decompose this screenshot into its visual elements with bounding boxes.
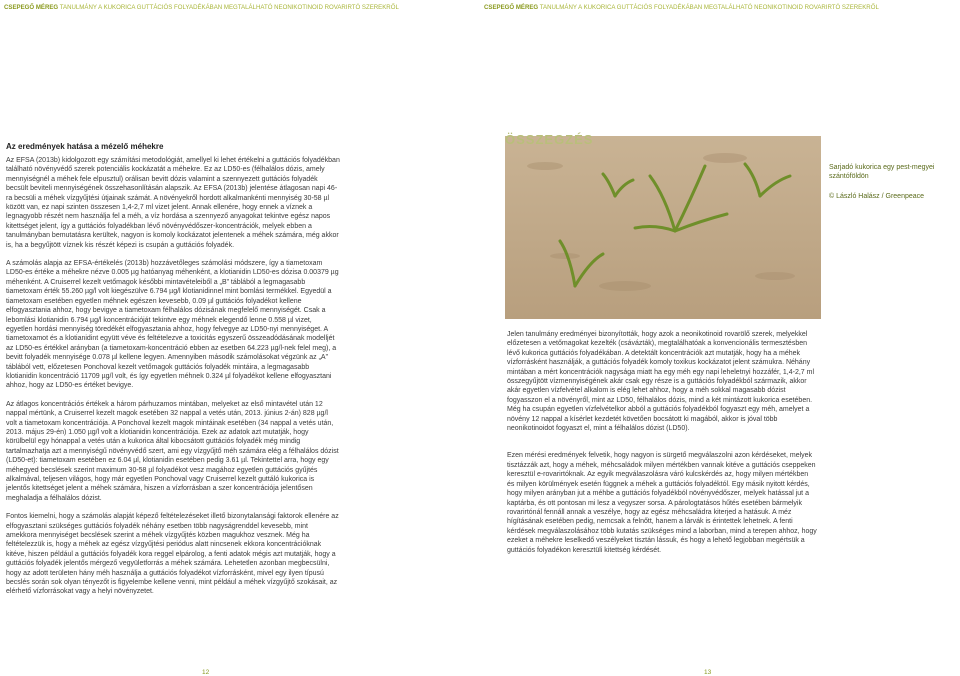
page-number-left: 12	[202, 669, 210, 676]
page-number-right: 13	[704, 669, 712, 676]
running-head-text: TANULMÁNY A KUKORICA GUTTÁCIÓS FOLYADÉKÁBAN MEGTALÁLHATÓ NEONIKOTINOID ROVARIRTÓ SZEREKRŐL	[539, 4, 879, 11]
running-head-strong: CSEPEGŐ MÉREG	[484, 4, 539, 11]
running-head-strong: CSEPEGŐ MÉREG	[4, 4, 59, 11]
running-head-text: TANULMÁNY A KUKORICA GUTTÁCIÓS FOLYADÉKÁBAN MEGTALÁLHATÓ NEONIKOTINOID ROVARIRTÓ SZEREKRŐL	[59, 4, 399, 11]
section-heading: Az eredmények hatása a mézelő méhekre	[6, 142, 164, 151]
caption-text: Sarjadó kukorica egy pest-megyei szántóföldön	[829, 164, 935, 181]
paragraph: Az átlagos koncentrációs értékek a három párhuzamos mintában, melyeket az első mintavétel után 12 nappal mértünk, a Cruiserrel kezelt magok esetében 32 nappal a vetés után, 2013. június 2-án) 828 µg/l volt a tiametoxam koncentrációja. A Ponchoval kezelt magok mintáinak esetében (34 nappal a vetés után, 2013. május 29-én) 1.050 µg/l volt a klotianidin koncentrációja. Ezek az adatok azt mutatják, hogy körülbelül egy hónappal a vetés után a kukorica által kibocsátott guttációs folyadék még mindig tartalmazhatja azt a mennyiségű növényvédő szert, ami egy vízgyűjtő méh számára elég a félhalálos dózist (LD50-et): tiametoxam esetében ez 6.04 µl, klotianidin esetében pedig 3.61 µl. Tekintettel arra, hogy egy méhegyed becslések szerint maximum 30-58 µl folyadékot vesz magához egyetlen guttációs gyűjtés alkalmával, teljesen világos, hogy már egyetlen Ponchoval vagy Cruiserrel kezelt guttáló kukorica is jelentős kitettséget jelent a méhek számára, hiszen a vízforrásban a szer koncentrációja jelentősen meghaladja a félhalálos dózist.	[6, 400, 339, 502]
corn-seedling-photo	[505, 136, 821, 319]
paragraph: Fontos kiemelni, hogy a számolás alapját képező feltételezéseket illető bizonytalansági faktorok ellenére az elfogyasztani szükséges guttációs folyadék néhány esetben több nagyságrenddel kevesebb, mint amekkora mennyiséget becslések szerint a méhek vízgyűjtés közben magukhoz vesznek. Még ha feltételezzük is, hogy a méhek az egész vízgyűjtési periódus alatt nincsenek ekkora koncentrációknak kitéve, hiszen például a guttációs folyadék kora reggel elpárolog, a fenti adatok mégis azt mutatják, hogy a guttációs folyadék jelentős mérgező vegyületforrás a méhek számára. Lehetetlen azonban megbecsülni, hogy az adott területen hány méh használja a guttációs folyadékot vízforrásként, mivel egy ilyen típusú becslés során sok olyan tényezőt is figyelembe kellene venni, mint például a méhek vízgyűjtő szokásait, az elérhető vízforrásokat vagy a helyi növényzetet.	[6, 513, 339, 596]
photo-caption	[829, 163, 949, 211]
right-page-body	[507, 330, 817, 555]
summary-title: ÖSSZEGZÉS	[505, 132, 594, 147]
paragraph: Az EFSA (2013b) kidolgozott egy számítási metodológiát, amellyel ki lehet értékelni a guttációs folyadékban található növényvédő szerek potenciális kockázatát a méhekre. Ez az LD50-es (félhalálos dózis, amely mennyiségnél a méhek fele elpusztul) orálisan bevitt dózis valamint a szennyezett guttációs folyadék becsült beviteli mennyiségének összehasonlításán alapszik. Az EFSA (2013b) jelentése átlagosan napi 46-ra becsüli a méhek vízgyűjtési útjainak számát. A növényekről hordott alkalmankénti mennyiség 30-58 µl között van, ez napi szinten összesen 1,4-2,7 ml vizet jelent. Annak ellenére, hogy ennek a víznek a legnagyobb részét nem használja fel a méh, a víz hordása a szennyező anyagokat tekintve egész napos kitettséget jelent, így a guttációs folyadékban lévő növényvédőszer-koncentrációk, melyek ebben a tanulmányban bemutatásra kerültek, nagyon is komoly kockázatot jelentenek a méhek számára, még akkor is, ha a begyűjtött víznek kis részét képezi is csupán a guttációs folyadék.	[6, 157, 340, 249]
photo-credit: © László Halász / Greenpeace	[829, 192, 925, 200]
running-head-left	[4, 2, 474, 14]
paragraph: Jelen tanulmány eredményei bizonyították, hogy azok a neonikotinoid rovarölő szerek, melyekkel előzetesen a vetőmagokat kezelték (csávázták), megtalálhatóak a konvencionális termesztésben lévő kukorica guttációs folyadékában. A detektált koncentrációk azt mutatják, hogy ha a méhek vízforrásként használják, a guttációs folyadék komoly toxikus kockázatot jelent számukra. Néhány mintában a mért koncentrációk nagysága miatt ha egy méh egy napi leheletnyi hozzáfér, 1,4-2,7 ml összegyűjtött vízmennyiségének akár csak egy része is a guttációs folyadékból származik, akkor akár egyetlen vízfelvétel alkalom is elég lehet ahhoz, hogy a méh sokkal magasabb dózist fogyasszon el a növényről, mint az LD50, félhalálos dózis, mind a két mintázott kukorica esetében. Még ha csupán egyetlen vízfelvételkor abból a guttációs folyadékból fogyaszt egy méh, amelyet a növény 12 nappal a kísérlet kezdetét követően bocsátott ki magából, akkor is jóval több neonikotinoidot fogyaszt el, mint a félhalálos dózist (LD50).	[507, 331, 815, 433]
paragraph: A számolás alapja az EFSA-értékelés (2013b) hozzávetőleges számolási módszere, így a tiametoxam LD50-es értéke a méhekre nézve 0.005 µg hatóanyag méhenként, a klotianidin LD50-es dózisa 0.00379 µg méhenként. A Cruiserrel kezelt vetőmagok későbbi mintavételeiből a „B” táblából a legmagasabb tiametoxam érték 55.260 µg/l volt kiegészülve 6.794 µg/l klotianidinnel mint bomlási termékkel. Egyedül a tiametoxam esetében egyetlen méhnek egészen kevesebb, 0.09 µl guttációs folyadékot kellene elfogyasztania ahhoz, hogy bevigye a tiametoxam félhalálos dózisának megfelelő mennyiségét. Csak a lebomlási klotianidin 6.794 µg/l koncentrációját tekintve egy méhnek elegendő lenne 0.558 µl vizet, egyetlen hordási mennyiség töredékét elfogyasztania ahhoz, hogy felvegye az LD50-nyi mennyiséget. A tiametoxamot és a klotianidint együtt véve és feltételezve a toxicitás egyszerű összeadódásának modelljét az LD50-es értékkel arányban (a tiametoxam-koncentráció ebben az esetben 64.223 µg/l-nek felel meg), a bevitt folyadék mennyisége 0.078 µl kellene legyen. Amennyiben második számolásokat végzünk az „A” táblából vett, előzetesen Ponchoval kezelt vetőmagok guttációs folyadék mintáira, a legmagasabb klotianidin koncentráció 11709 µg/l volt, és így egyetlen méhnek 0.324 µl folyadékot kellene elfogyasztani ahhoz, hogy az LD50-es értéket bevigye.	[6, 260, 339, 390]
paragraph: Ezen mérési eredmények felvetik, hogy nagyon is sürgető megválaszolni azon kérdéseket, melyek tisztázzák azt, hogy a méhek, méhcsaládok milyen mértékben vannak kitéve a guttációs cseppeken keresztül e-rovarirtóknak. Az egyik megválaszolásra váró kulcskérdés az, hogy milyen mértékben és milyen körülmények esetén függnek a méhek a guttációs folyadéktól. Egy másik nyitott kérdés, hogy milyen arányban jut a méhbe a guttációs folyadékból növényvédőszer, melyek hatással jut a kaptárba, és ott pontosan mi lesz a vegyszer sorsa. A párologtatásos hűtés esetében bármelyik rovarirtónál fennáll annak a veszélye, hogy az egész méhcsaládra kiterjed a hatásuk. A méz hígításának esetében pedig, nemcsak a felnőtt, hanem a lárvák is érintettek lehetnek. A fenti kérdések megválaszolásához több kutatás szükséges mind a laborban, mind a terepen ahhoz, hogy ezeket a méhekre leselkedő veszélyeket tisztán lássuk, és hogy a lehető legjobban megértsük a guttációs folyadékon keresztüli kitettség kérdését.	[507, 452, 817, 554]
left-page-body	[6, 142, 340, 597]
corn-seedling-illustration	[505, 136, 821, 319]
running-head-right	[484, 2, 954, 14]
